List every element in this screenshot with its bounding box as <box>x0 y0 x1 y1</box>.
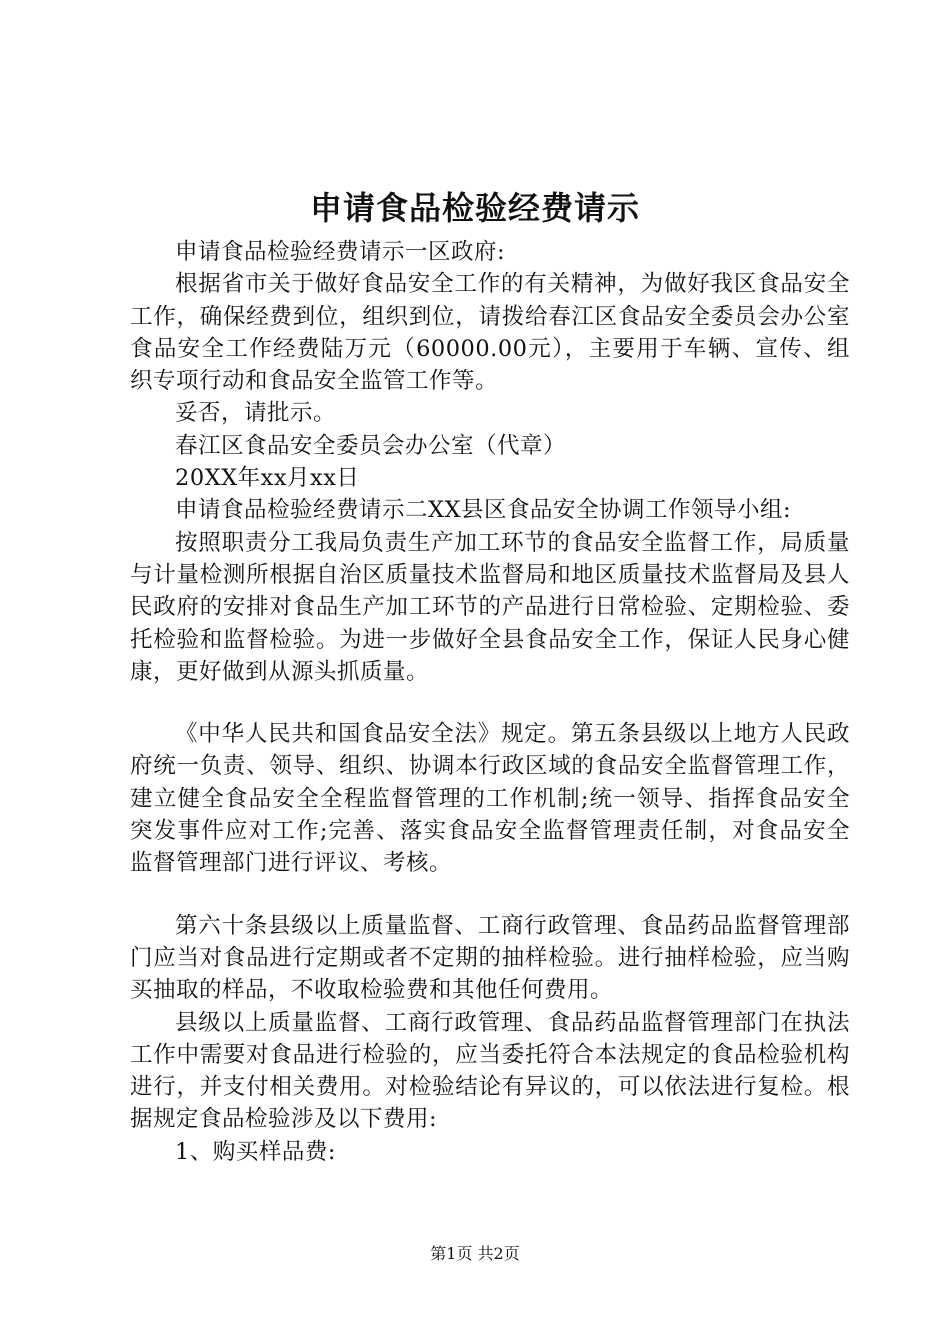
paragraph-signature: 春江区食品安全委员会办公室（代章） <box>175 432 567 459</box>
paragraph-inspection: 县级以上质量监督、工商行政管理、食品药品监督管理部门在执法工作中需要对食品进行检验的，应当委托符合本法规定的食品检验机构进行，并支付相关费用。对检验结论有异议的，可以依法进行复检。根据规定食品检验涉及以下费用: <box>130 1009 850 1133</box>
document-title: 申请食品检验经费请示 <box>309 189 640 227</box>
paragraph-item-1: 1、购买样品费: <box>175 1138 336 1165</box>
paragraph-salutation-1: 申请食品检验经费请示一区政府: <box>175 239 506 265</box>
paragraph-duty: 按照职责分工我局负责生产加工环节的食品安全监督工作，局质量与计量检测所根据自治区质量技术监督局和地区质量技术监督局及县人民政府的安排对食品生产加工环节的产品进行日常检验、定期检验、委托检验和监督检验。为进一步做好全县食品安全工作，保证人民身心健康，更好做到从源头抓质量。 <box>130 529 850 685</box>
paragraph-law: 《中华人民共和国食品安全法》规定。第五条县级以上地方人民政府统一负责、领导、组织、协调本行政区域的食品安全监督管理工作，建立健全食品安全全程监督管理的工作机制;统一领导、指挥食品安全突发事件应对工作;完善、落实食品安全监督管理责任制，对食品安全监督管理部门进行评议、考核。 <box>130 721 850 877</box>
paragraph-salutation-2: 申请食品检验经费请示二XX县区食品安全协调工作领导小组: <box>175 497 792 524</box>
paragraph-article-60: 第六十条县级以上质量监督、工商行政管理、食品药品监督管理部门应当对食品进行定期或者不定期的抽样检验。进行抽样检验，应当购买抽取的样品，不收取检验费和其他任何费用。 <box>130 912 850 1004</box>
paragraph-date: 20XX年xx月xx日 <box>175 465 360 492</box>
paragraph-request-1: 根据省市关于做好食品安全工作的有关精神，为做好我区食品安全工作，确保经费到位，组织到位，请拨给春江区食品安全委员会办公室食品安全工作经费陆万元（60000.00元），主要用于车辆、宣传、组织专项行动和食品安全监管工作等。 <box>130 271 850 395</box>
page-footer: 第1页 共2页 <box>430 1244 520 1263</box>
paragraph-gap <box>130 880 850 910</box>
document-body <box>130 236 850 1168</box>
paragraph-gap <box>130 688 850 718</box>
paragraph-approval: 妥否，请批示。 <box>175 400 337 427</box>
